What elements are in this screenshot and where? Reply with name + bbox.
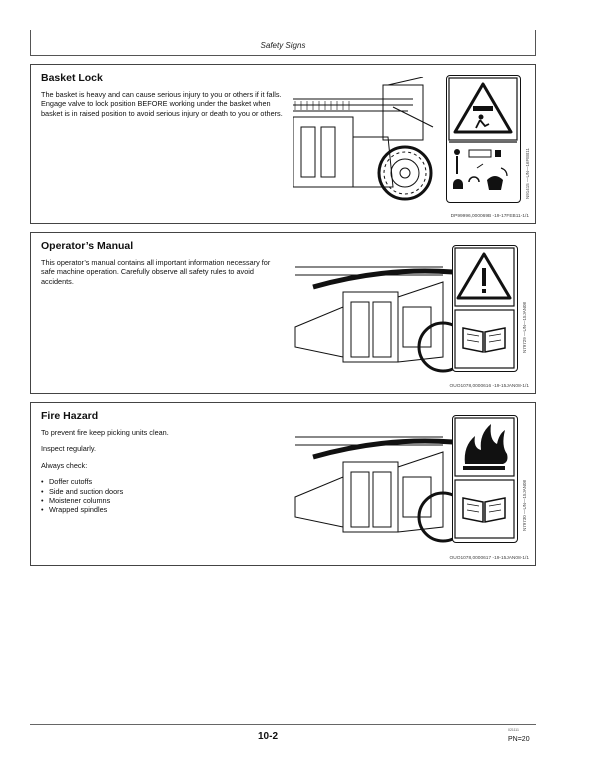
pn-number: PN=20 xyxy=(508,736,530,743)
warning-and-manual-icon xyxy=(453,246,516,370)
section-title: Basket Lock xyxy=(41,72,103,84)
section-body xyxy=(41,428,285,515)
fire-and-manual-icon xyxy=(453,416,516,541)
section-title: Operator’s Manual xyxy=(41,240,134,252)
section-title: Fire Hazard xyxy=(41,410,99,422)
read-manual-safety-sign xyxy=(452,245,518,372)
basket-lock-safety-sign xyxy=(446,75,521,203)
document-reference: OUO1078,0000616 -19-15JAN08-1/1 xyxy=(449,384,529,389)
fire-hazard-safety-sign xyxy=(452,415,518,543)
footer-divider xyxy=(30,724,536,725)
picking-unit-illustration xyxy=(293,417,453,547)
basket-machine-illustration xyxy=(293,77,443,203)
list-item: • Moistener columns xyxy=(41,496,285,505)
section-body xyxy=(41,90,285,125)
illustration-ref-code: N91415 —UN—16FEB11 xyxy=(525,148,530,199)
check-list xyxy=(41,477,285,515)
crush-hazard-icon xyxy=(447,76,519,201)
list-item: • Wrapped spindles xyxy=(41,505,285,514)
list-item: • Side and suction doors xyxy=(41,487,285,496)
paragraph: To prevent fire keep picking units clean. xyxy=(41,428,169,437)
paragraph: This operator’s manual contains all important information necessary for safe machine operation. Carefully observe all safety rules to avoid accidents. xyxy=(41,258,271,286)
section-fire-hazard xyxy=(30,402,536,566)
illustration-ref-code: N79730 —UN—15JAN08 xyxy=(522,479,527,531)
section-body xyxy=(41,258,285,293)
paragraph: Inspect regularly. xyxy=(41,444,97,454)
paragraph: Always check: xyxy=(41,460,88,470)
illustration-ref-code: N79729 —UN—15JAN08 xyxy=(522,301,527,353)
picking-unit-illustration xyxy=(293,247,453,375)
footer-small-code: 021111 xyxy=(508,728,519,732)
document-reference: DP99996,000069B -19-17FEB11-1/1 xyxy=(450,214,529,219)
page-header xyxy=(30,30,536,56)
list-item: • Doffer cutoffs xyxy=(41,477,285,486)
section-basket-lock xyxy=(30,64,536,224)
paragraph: The basket is heavy and can cause serious injury to you or others if it falls. Engage valve to lock position BEFORE working under the basket when basket is in raised position to avoid serious injury or death to you or others. xyxy=(41,90,283,118)
page-header-title: Safety Signs xyxy=(260,41,306,50)
document-reference: OUO1078,0000617 -19-15JAN08-1/1 xyxy=(449,556,529,561)
section-operators-manual xyxy=(30,232,536,394)
page-number: 10-2 xyxy=(257,731,278,742)
